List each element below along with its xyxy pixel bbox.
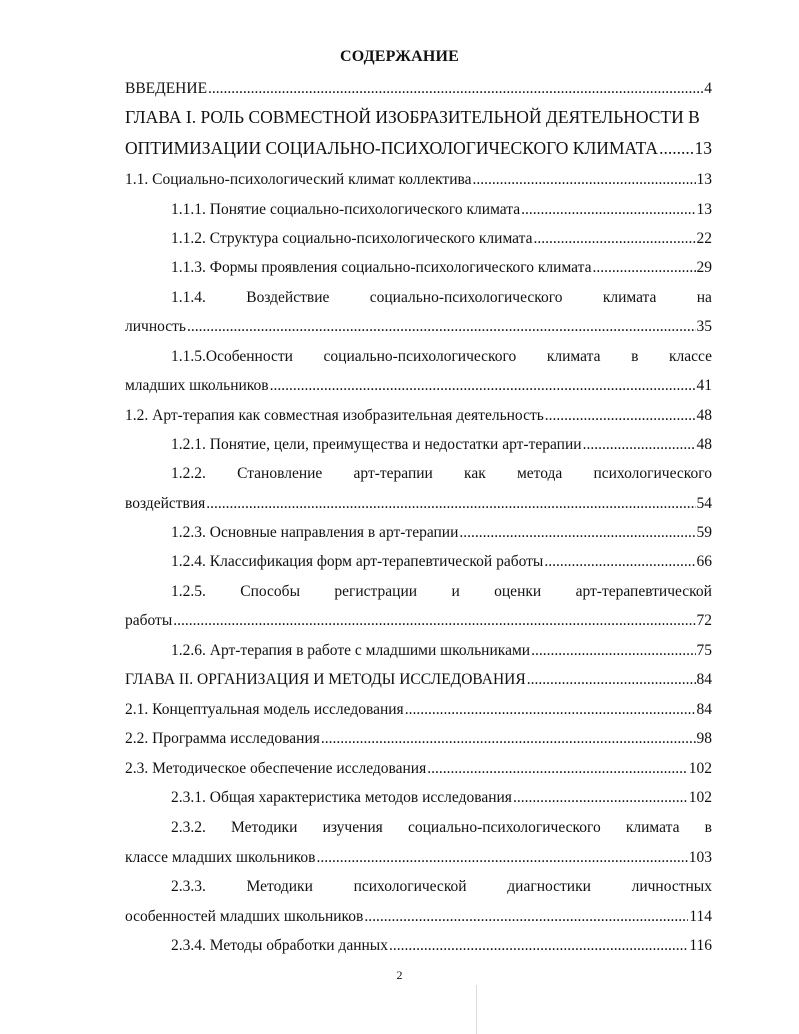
toc-entry-chapter-1[interactable]	[125, 138, 712, 158]
toc-entry-title: 1.2.4. Классификация форм арт-терапевтической работы	[171, 553, 544, 570]
toc-entry-2-3-2[interactable]	[125, 848, 712, 868]
toc-entry-1-1-5-line-1[interactable]	[125, 347, 712, 367]
toc-entry-page: 13	[696, 171, 712, 188]
toc-entry-page: 48	[696, 436, 712, 453]
dot-leader	[405, 700, 696, 720]
toc-word: 1.1.4.	[171, 289, 206, 306]
toc-entry-title: 2.1. Концептуальная модель исследования	[125, 701, 404, 718]
toc-entry-title: 2.3.4. Методы обработки данных	[171, 937, 388, 954]
toc-word: регистрации	[334, 583, 418, 600]
toc-word: климата	[546, 348, 601, 365]
toc-entry-page: 72	[696, 612, 712, 629]
toc-entry-title: 1.1.1. Понятие социально-психологического климата	[171, 201, 521, 218]
toc-entry-title: 1.2.6. Арт-терапия в работе с младшими школьниками	[171, 642, 531, 659]
toc-entry-title: 1.1. Социально-психологический климат коллектива	[125, 171, 472, 188]
toc-entry-title: 2.2. Программа исследования	[125, 730, 320, 747]
dot-leader	[659, 138, 693, 158]
toc-word: климата	[625, 819, 680, 836]
toc-entry-page: 35	[696, 318, 712, 335]
toc-entry-1-2-2-line-1[interactable]	[125, 464, 712, 484]
dot-leader	[427, 759, 688, 779]
toc-entry-1-1[interactable]	[125, 170, 712, 190]
toc-entry-title: 1.2. Арт-терапия как совместная изобразительная деятельность	[125, 407, 544, 424]
toc-word: Методики	[246, 878, 313, 895]
toc-entry-page: 114	[689, 908, 712, 925]
dot-leader	[583, 435, 696, 455]
toc-entry-title: классе младших школьников	[125, 849, 316, 866]
toc-word: 1.2.2.	[171, 465, 206, 482]
toc-entry-1-1-4[interactable]	[125, 317, 712, 337]
toc-entry-page: 103	[688, 849, 712, 866]
toc-word: 2.3.2.	[171, 819, 206, 836]
toc-entry-title: ВВЕДЕНИЕ	[125, 80, 208, 97]
toc-entry-title: 1.1.3. Формы проявления социально-психологического климата	[171, 259, 592, 276]
toc-entry-1-2-6[interactable]	[125, 641, 712, 661]
toc-entry-2-3-3[interactable]	[125, 907, 712, 927]
toc-word: Методики	[231, 819, 298, 836]
toc-entry-2-3-3-line-1[interactable]	[125, 877, 712, 897]
toc-entry-2-3-2-line-1[interactable]	[125, 818, 712, 838]
page-number: 2	[396, 968, 403, 982]
dot-leader	[544, 552, 695, 572]
toc-entry-page: 29	[696, 259, 712, 276]
toc-entry-page: 102	[688, 789, 712, 806]
toc-word: Способы	[240, 583, 300, 600]
toc-entry-1-1-2[interactable]	[125, 229, 712, 249]
dot-leader	[527, 670, 696, 690]
toc-word: оценки	[494, 583, 542, 600]
toc-entry-1-2-5[interactable]	[125, 611, 712, 631]
toc-entry-2-1[interactable]	[125, 700, 712, 720]
dot-leader	[364, 907, 688, 927]
toc-entry-page: 75	[696, 642, 712, 659]
toc-word: 1.2.5.	[171, 583, 206, 600]
toc-entry-title: личность	[125, 318, 186, 335]
toc-entry-title: воздействия	[125, 495, 206, 512]
toc-word: 1.1.5.Особенности	[171, 348, 293, 365]
toc-word: Воздействие	[246, 289, 330, 306]
toc-entry-chapter-1-line-1[interactable]	[125, 107, 712, 127]
dot-leader	[270, 376, 696, 396]
toc-entry-1-1-3[interactable]	[125, 258, 712, 278]
toc-entry-1-2[interactable]	[125, 406, 712, 426]
toc-entry-page: 13	[696, 201, 712, 218]
dot-leader	[521, 200, 695, 220]
toc-entry-title: 1.2.1. Понятие, цели, преимущества и недостатки арт-терапии	[171, 436, 582, 453]
toc-entry-page: 48	[696, 407, 712, 424]
toc-word: психологической	[353, 878, 467, 895]
dot-leader	[592, 258, 695, 278]
toc-word: арт-терапевтической	[575, 583, 712, 600]
toc-word: изучения	[322, 819, 383, 836]
dot-leader	[316, 848, 687, 868]
toc-entry-1-2-4[interactable]	[125, 552, 712, 572]
toc-entry-page: 98	[696, 730, 712, 747]
toc-word: социально-психологического	[369, 289, 563, 306]
toc-entry-2-3-4[interactable]	[125, 936, 712, 956]
toc-entry-chapter-2[interactable]	[125, 670, 712, 690]
page-title: СОДЕРЖАНИЕ	[339, 48, 460, 65]
toc-word: как	[464, 465, 486, 482]
dot-leader	[206, 494, 695, 514]
toc-word: личностных	[631, 878, 712, 895]
toc-entry-1-1-1[interactable]	[125, 200, 712, 220]
toc-word: арт-терапии	[353, 465, 433, 482]
dot-leader	[389, 936, 688, 956]
dot-leader	[321, 729, 696, 749]
toc-entry-title: ГЛАВА I. РОЛЬ СОВМЕСТНОЙ ИЗОБРАЗИТЕЛЬНОЙ ДЕЯТЕЛЬНОСТИ В	[125, 107, 700, 127]
toc-word: в	[631, 348, 639, 365]
toc-entry-page: 22	[696, 230, 712, 247]
toc-word: диагностики	[507, 878, 591, 895]
toc-entry-1-2-1[interactable]	[125, 435, 712, 455]
toc-word: в	[704, 819, 712, 836]
toc-entry-title: работы	[125, 612, 173, 629]
toc-entry-title: ОПТИМИЗАЦИИ СОЦИАЛЬНО-ПСИХОЛОГИЧЕСКОГО КЛИМАТА	[125, 138, 659, 158]
toc-entry-title: младших школьников	[125, 377, 269, 394]
dot-leader	[208, 79, 703, 99]
toc-word: климата	[602, 289, 657, 306]
toc-entry-page: 54	[696, 495, 712, 512]
toc-word: психологического	[593, 465, 712, 482]
toc-entry-title: 2.3.1. Общая характеристика методов исследования	[171, 789, 512, 806]
dot-leader	[173, 611, 695, 631]
toc-word: метода	[516, 465, 563, 482]
dot-leader	[187, 317, 696, 337]
dot-leader	[473, 170, 696, 190]
toc-entry-page: 4	[704, 80, 712, 97]
scan-edge-line	[476, 985, 477, 1034]
toc-entry-title: 2.3. Методическое обеспечение исследования	[125, 760, 427, 777]
dot-leader	[545, 406, 696, 426]
toc-entry-page: 84	[696, 701, 712, 718]
toc-entry-1-2-2[interactable]	[125, 494, 712, 514]
dot-leader	[531, 641, 695, 661]
toc-entry-page: 59	[696, 524, 712, 541]
toc-entry-title: 1.2.3. Основные направления в арт-терапии	[171, 524, 459, 541]
toc-entry-page: 13	[694, 138, 712, 158]
toc-entry-title: особенностей младших школьников	[125, 908, 364, 925]
toc-entry-1-2-5-line-1[interactable]	[125, 582, 712, 602]
toc-entry-2-2[interactable]	[125, 729, 712, 749]
toc-word: 2.3.3.	[171, 878, 206, 895]
toc-entry-page: 66	[696, 553, 712, 570]
toc-entry-2-3[interactable]	[125, 759, 712, 779]
toc-entry-page: 41	[696, 377, 712, 394]
toc-word: классе	[669, 348, 712, 365]
toc-entry-1-2-3[interactable]	[125, 523, 712, 543]
toc-entry-1-1-5[interactable]	[125, 376, 712, 396]
toc-entry-2-3-1[interactable]	[125, 788, 712, 808]
toc-entry-page: 84	[696, 671, 712, 688]
dot-leader	[533, 229, 695, 249]
toc-word: на	[696, 289, 712, 306]
toc-word: Становление	[237, 465, 323, 482]
toc-entry-title: 1.1.2. Структура социально-психологического климата	[171, 230, 533, 247]
dot-leader	[459, 523, 695, 543]
dot-leader	[513, 788, 688, 808]
toc-word: и	[451, 583, 460, 600]
toc-entry-page: 116	[689, 937, 712, 954]
toc-word: социально-психологического	[323, 348, 517, 365]
toc-entry-1-1-4-line-1[interactable]	[125, 288, 712, 308]
toc-entry-page: 102	[688, 760, 712, 777]
toc-entry-introduction[interactable]	[125, 79, 712, 99]
toc-word: социально-психологического	[407, 819, 601, 836]
toc-entry-title: ГЛАВА II. ОРГАНИЗАЦИЯ И МЕТОДЫ ИССЛЕДОВАНИЯ	[125, 671, 526, 688]
